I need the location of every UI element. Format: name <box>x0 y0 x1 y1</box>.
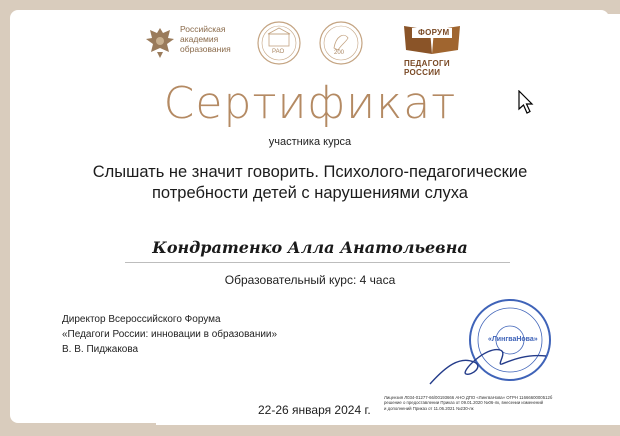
rao-label: РАО <box>272 49 285 55</box>
director-title-line-2: «Педагоги России: инновации в образовании» <box>62 329 278 340</box>
course-duration: Образовательный курс: 4 часа <box>224 273 396 287</box>
mouse-cursor-icon <box>518 90 534 114</box>
rao-seal-icon <box>256 20 302 66</box>
participant-name: Кондратенко Алла Анатольевна <box>152 238 468 257</box>
license-line-1: Лицензия Л034-01277-66/00193666 АНО ДПО «ЛингваНова» ОГРН 1166660000512б <box>384 395 553 400</box>
course-title-line-1: Слышать не значит говорить. Психолого-педагогические <box>92 163 528 181</box>
eagle-emblem-icon <box>144 24 176 60</box>
course-title-line-2: потребности детей с нарушениями слуха <box>152 184 468 202</box>
license-line-2: решение о предоставлении Приказ от 09.01.2020 №06-лк, внесении изменений <box>384 400 544 406</box>
certificate-title: Сертификат <box>163 78 457 129</box>
course-title <box>40 162 580 204</box>
anniversary-200-label: 200 <box>334 50 345 56</box>
forum-logo-top-text: ФОРУМ <box>418 28 450 37</box>
forum-logo-bottom-text: ПЕДАГОГИ РОССИИ <box>404 59 450 77</box>
stamp-center-text: «ЛингваНова» <box>488 336 538 343</box>
director-name: В. В. Пиджакова <box>62 344 139 355</box>
director-title-line-1: Директор Всероссийского Форума <box>62 314 221 325</box>
frame-band-bottom <box>140 425 620 436</box>
logos-row <box>144 18 484 77</box>
academy-logo-text: Российская академия образования <box>180 24 231 54</box>
license-info <box>384 395 610 411</box>
license-line-3: и дополнений Приказ от 11.06.2021 №230-лк <box>384 405 474 411</box>
certificate-subtitle: участника курса <box>268 136 352 148</box>
anniversary-seal-icon <box>318 20 364 66</box>
forum-book-logo-icon <box>402 20 462 56</box>
name-underline <box>125 262 510 263</box>
course-dates: 22-26 января 2024 г. <box>258 403 371 417</box>
organization-stamp <box>426 296 556 393</box>
director-signature-block <box>62 312 277 357</box>
